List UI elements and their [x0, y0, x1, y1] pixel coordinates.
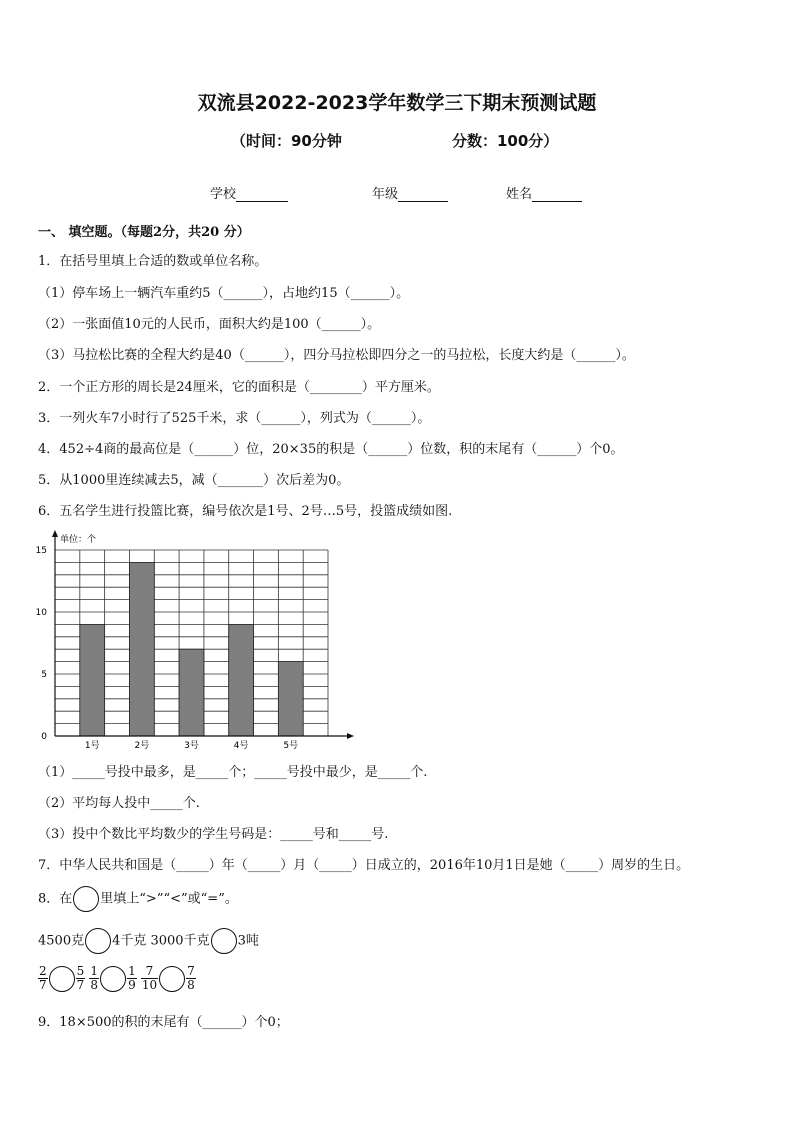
y-tick-label: 15: [35, 546, 47, 556]
name-blank[interactable]: [532, 187, 582, 202]
name-field: [506, 183, 582, 202]
question-4: 4．452÷4商的最高位是（______）位，20×35的积是（______）位数，积的末尾有（______）个0。: [38, 442, 624, 457]
fraction-6: $\frac{7}{8}$: [187, 964, 195, 992]
question-8: [38, 886, 238, 912]
x-tick-label-5: 5号: [283, 741, 299, 751]
bar-4: [229, 624, 254, 736]
exam-score: 分数：100分）: [452, 132, 559, 150]
x-axis-arrow: [347, 733, 354, 739]
question-6-1: （1）_____号投中最多，是_____个；_____号投中最少，是_____个.: [38, 765, 428, 780]
school-blank[interactable]: [236, 187, 288, 202]
fraction-2: $\frac{5}{7}$: [76, 964, 85, 992]
y-axis-arrow: [52, 530, 58, 537]
question-9: 9．18×500的积的末尾有（______）个0；: [38, 1015, 289, 1030]
compare-circle-4[interactable]: [100, 966, 126, 992]
question-8-row2: [38, 965, 196, 992]
grade-label: 年级: [372, 187, 399, 202]
compare-circle-3[interactable]: [49, 966, 75, 992]
question-8-row1: [38, 928, 259, 954]
question-6-2: （2）平均每人投中_____个.: [38, 796, 200, 811]
grade-field: [372, 183, 448, 202]
compare-3t: 3吨: [237, 933, 259, 949]
unit-label: 单位：个: [60, 535, 97, 545]
y-tick-label: 5: [41, 670, 47, 680]
question-1: 1．在括号里填上合适的数或单位名称。: [38, 254, 268, 269]
fraction-3: $\frac{1}{8}$: [90, 964, 99, 992]
question-8-prefix: 8．在: [38, 891, 73, 907]
grade-blank[interactable]: [398, 187, 448, 202]
y-tick-label: 10: [35, 608, 47, 618]
fraction-5: $\frac{7}{10}$: [141, 964, 158, 992]
fraction-4: $\frac{1}{9}$: [128, 964, 136, 992]
compare-circle: [73, 886, 99, 912]
bar-2: [129, 562, 154, 736]
bar-3: [179, 649, 204, 736]
question-7: 7．中华人民共和国是（_____）年（_____）月（_____）日成立的，2016年10月1日是她（_____）周岁的生日。: [38, 858, 690, 873]
compare-circle-1[interactable]: [85, 928, 111, 954]
x-tick-label-1: 1号: [84, 741, 100, 751]
bar-5: [278, 662, 303, 736]
bar-chart: [30, 528, 360, 756]
compare-4kg-3000kg: 4千克 3000千克: [112, 933, 210, 949]
question-6: 6．五名学生进行投篮比赛，编号依次是1号、2号…5号，投篮成绩如图.: [38, 504, 453, 519]
section-heading: 一、 填空题。（每题2分，共20 分）: [38, 225, 250, 240]
question-5: 5．从1000里连续减去5，减（_______）次后差为0。: [38, 473, 350, 488]
x-tick-label-2: 2号: [134, 741, 150, 751]
bar-1: [80, 624, 105, 736]
question-1-2: （2）一张面值10元的人民币，面积大约是100（______）。: [38, 317, 381, 332]
compare-4500g: 4500克: [38, 933, 85, 949]
school-label: 学校: [210, 187, 237, 202]
question-8-suffix: 里填上“>”“<”或“=”。: [100, 891, 238, 907]
compare-circle-5[interactable]: [159, 966, 185, 992]
question-6-3: （3）投中个数比平均数少的学生号码是：_____号和_____号.: [38, 827, 389, 842]
exam-time: （时间：90分钟: [231, 132, 342, 150]
question-1-3: （3）马拉松比赛的全程大约是40（______），四分马拉松即四分之一的马拉松，长度大约是（______）。: [38, 348, 635, 363]
x-tick-label-4: 4号: [233, 741, 249, 751]
y-tick-label: 0: [41, 732, 47, 742]
page-title: 双流县2022-2023学年数学三下期末预测试题: [197, 92, 597, 114]
fraction-1: $\frac{2}{7}$: [39, 964, 47, 992]
question-2: 2．一个正方形的周长是24厘米，它的面积是（________）平方厘米。: [38, 380, 440, 395]
question-3: 3．一列火车7小时行了525千米，求（______），列式为（______）。: [38, 411, 431, 426]
x-tick-label-3: 3号: [184, 741, 199, 751]
school-field: [210, 183, 288, 202]
name-label: 姓名: [506, 187, 533, 202]
question-1-1: （1）停车场上一辆汽车重约5（______），占地约15（______）。: [38, 286, 410, 301]
compare-circle-2[interactable]: [211, 928, 237, 954]
